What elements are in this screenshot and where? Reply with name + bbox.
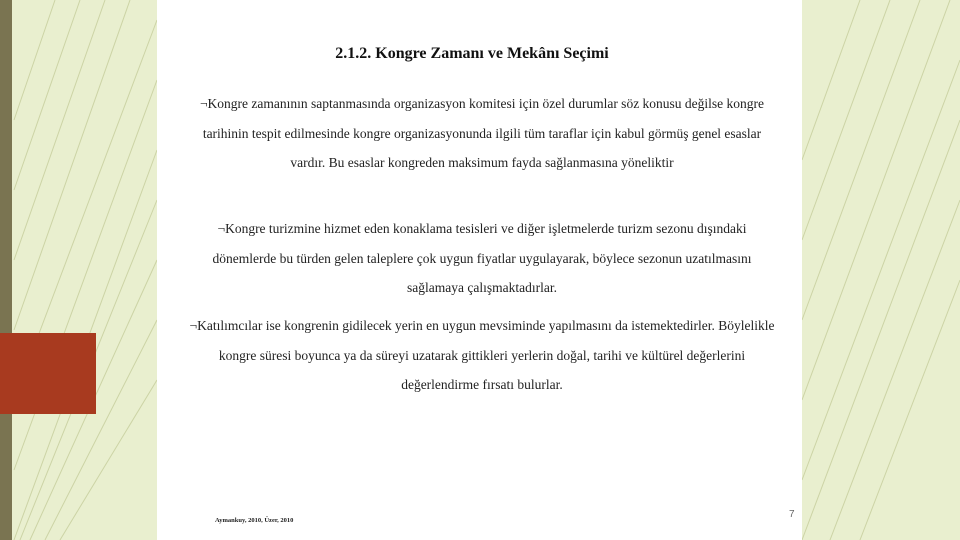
slide-panel [157,0,802,540]
paragraph-2: ¬Kongre turizmine hizmet eden konaklama tesisleri ve diğer işletmelerde turizm sezonu dışındaki dönemlerde bu türden gelen taleplere çok uygun fiyatlar uygulayarak, böylece sezonun uzatılmasını sağlamaya çalışmaktadırlar. [212,221,752,295]
footer-citation: Aymankuy, 2010, Üzer, 2010 [215,517,294,524]
slide-title: 2.1.2. Kongre Zamanı ve Mekânı Seçimi [335,45,609,62]
page-number: 7 [789,509,795,520]
paragraph-3: ¬Katılımcılar ise kongrenin gidilecek yerin en uygun mevsiminde yapılmasını da istemektedirler. Böylelikle kongre süresi boyunca ya da süreyi uzatarak gittikleri yerlerin doğal, tarihi ve kültürel değerlerini değerlendirme fırsatı bulurlar. [189,318,775,392]
accent-tab [0,333,96,414]
paragraph-1: ¬Kongre zamanının saptanmasında organizasyon komitesi için özel durumlar söz konusu değilse kongre tarihinin tespit edilmesinde kongre organizasyonunda ilgili tüm taraflar için kabul görmüş genel esaslar vardır. Bu esaslar kongreden maksimum fayda sağlanmasına yöneliktir [199,96,765,170]
